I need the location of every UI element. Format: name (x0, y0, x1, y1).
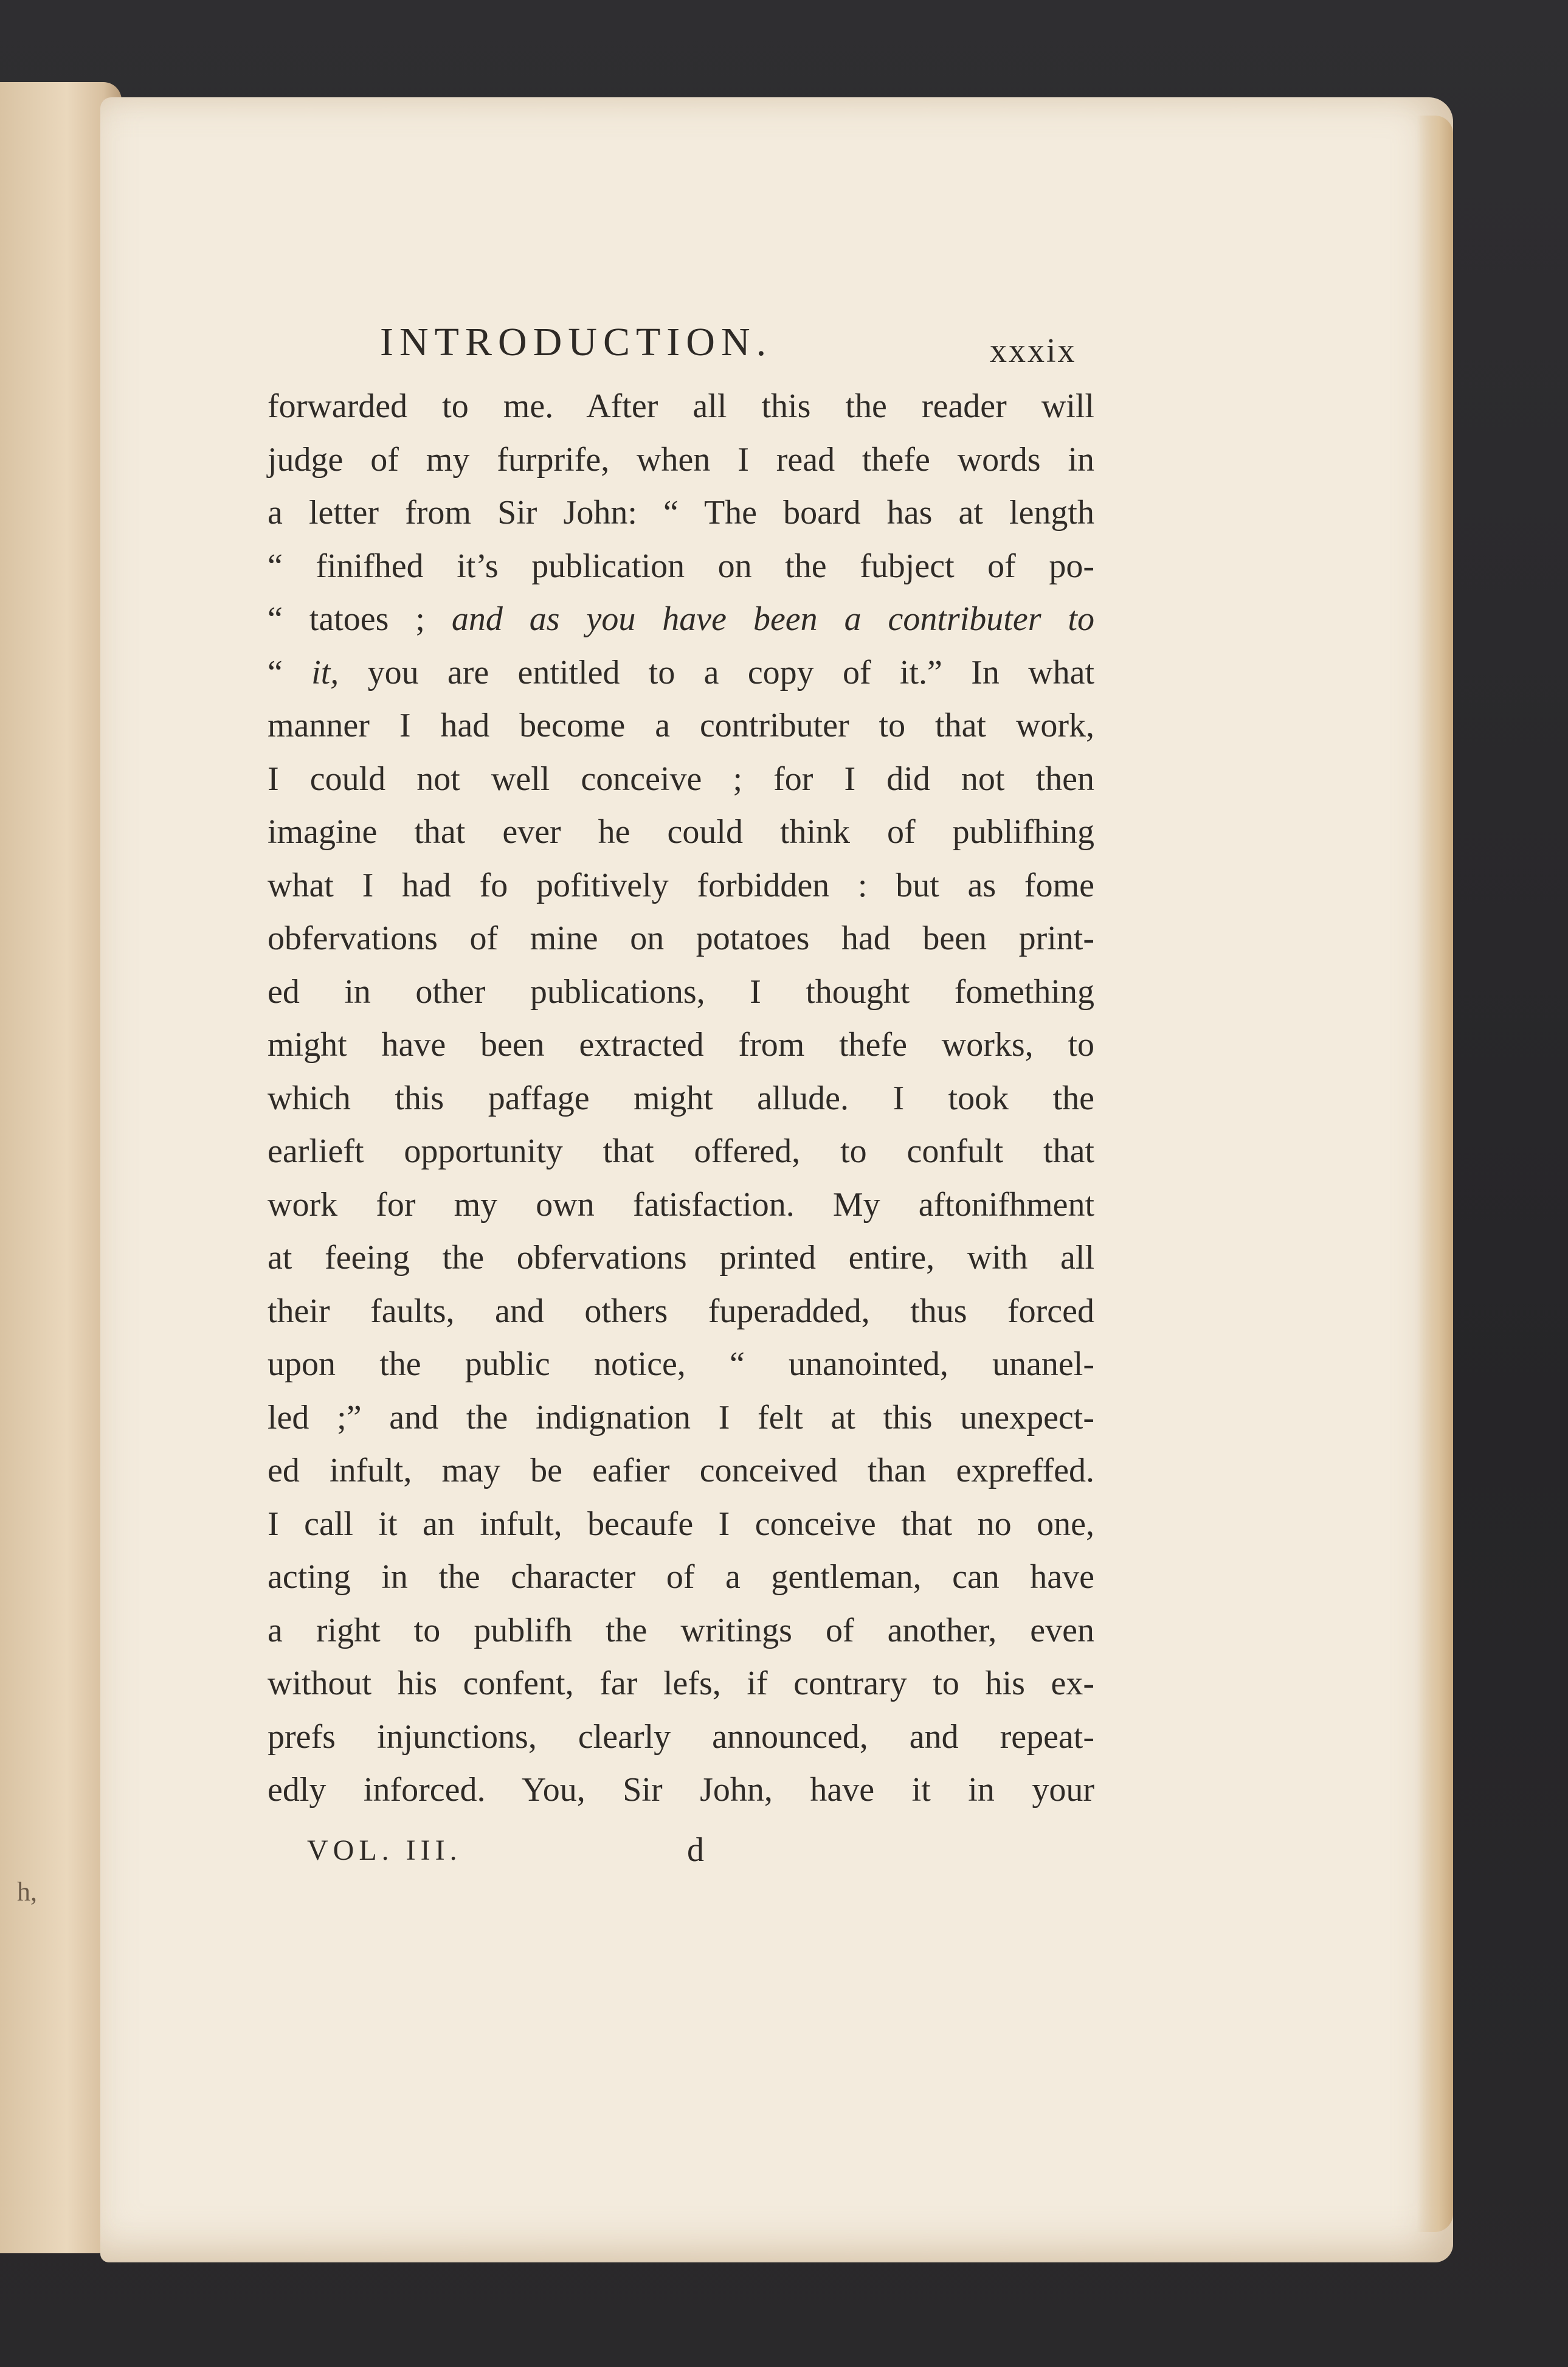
text-line-segment: a right to publifh the writings of another, even (268, 1611, 1094, 1649)
signature-mark: d (687, 1831, 704, 1869)
text-line (268, 1285, 1094, 1339)
text-line (268, 1338, 1094, 1391)
text-line-segment: obfervations of mine on potatoes had been print- (268, 920, 1094, 957)
text-line (268, 1551, 1094, 1604)
text-line (268, 1657, 1094, 1711)
text-line (268, 434, 1094, 487)
text-line (268, 646, 1094, 700)
margin-mark: h, (17, 1877, 37, 1907)
text-line-segment: their faults, and others fuperadded, thus forced (268, 1292, 1094, 1330)
text-line (268, 1019, 1094, 1072)
page-edge-wear (1417, 116, 1453, 2232)
italic-segment: it, (311, 653, 339, 691)
text-line-segment: without his confent, far lefs, if contrary to his ex- (268, 1665, 1094, 1702)
text-line (268, 487, 1094, 540)
text-line-segment: upon the public notice, “ unanointed, unanel- (268, 1345, 1094, 1383)
text-line-segment: prefs injunctions, clearly announced, and repeat- (268, 1717, 1094, 1756)
text-line (268, 1391, 1094, 1445)
text-line (268, 753, 1094, 806)
text-line (268, 966, 1094, 1019)
text-line-segment: “ finifhed it’s publication on the fubject of po- (268, 547, 1094, 585)
text-line-segment: “ (268, 653, 312, 691)
text-line (268, 912, 1094, 966)
text-line-segment: at feeing the obfervations printed entire, with all (268, 1239, 1094, 1277)
text-line-segment: acting in the character of a gentleman, can have (268, 1558, 1094, 1596)
text-line (268, 1072, 1094, 1126)
text-line-segment: ed infult, may be eafier conceived than expreffed. (268, 1452, 1094, 1489)
body-text (268, 380, 1094, 1817)
text-line-segment: I could not well conceive ; for I did not then (268, 760, 1094, 798)
text-line (268, 540, 1094, 594)
text-line-segment: “ tatoes ; (268, 600, 452, 638)
text-line-segment: earlieft opportunity that offered, to confult that (268, 1132, 1094, 1170)
text-line-segment: forwarded to me. After all this the reader will (268, 387, 1094, 425)
text-line-segment: you are entitled to a copy of it.” In what (339, 653, 1095, 691)
text-line (268, 1498, 1094, 1551)
text-line-segment: judge of my furprife, when I read thefe words in (268, 440, 1094, 479)
footer-volume: VOL. III. (307, 1834, 462, 1866)
italic-segment: and as you have been a contributer to (451, 600, 1094, 638)
text-line (268, 1711, 1094, 1764)
text-line (268, 593, 1094, 646)
text-line-segment: led ;” and the indignation I felt at this unexpect- (268, 1398, 1094, 1436)
text-line-segment: a letter from Sir John: “ The board has at length (268, 494, 1094, 532)
text-line-segment: imagine that ever he could think of publifhing (268, 813, 1094, 851)
text-line (268, 1764, 1094, 1817)
text-line-segment: manner I had become a contributer to that work, (268, 707, 1094, 744)
text-line-segment: what I had fo pofitively forbidden : but as fome (268, 866, 1094, 904)
text-line-segment: which this paffage might allude. I took the (268, 1079, 1094, 1117)
text-line (268, 699, 1094, 753)
page-number: xxxix (990, 332, 1077, 370)
text-line (268, 1444, 1094, 1498)
running-header-title: INTRODUCTION. (380, 320, 773, 364)
text-line (268, 1179, 1094, 1232)
text-line (268, 806, 1094, 859)
text-line-segment: I call it an infult, becaufe I conceive that no one, (268, 1505, 1094, 1543)
text-line (268, 1604, 1094, 1658)
text-line-segment: edly inforced. You, Sir John, have it in your (268, 1771, 1094, 1809)
text-line (268, 1232, 1094, 1285)
text-line (268, 859, 1094, 913)
text-line (268, 1125, 1094, 1179)
text-line-segment: might have been extracted from thefe works, to (268, 1026, 1094, 1064)
text-line-segment: ed in other publications, I thought fomething (268, 972, 1094, 1011)
text-line-segment: work for my own fatisfaction. My aftonifhment (268, 1185, 1094, 1224)
text-line (268, 380, 1094, 434)
